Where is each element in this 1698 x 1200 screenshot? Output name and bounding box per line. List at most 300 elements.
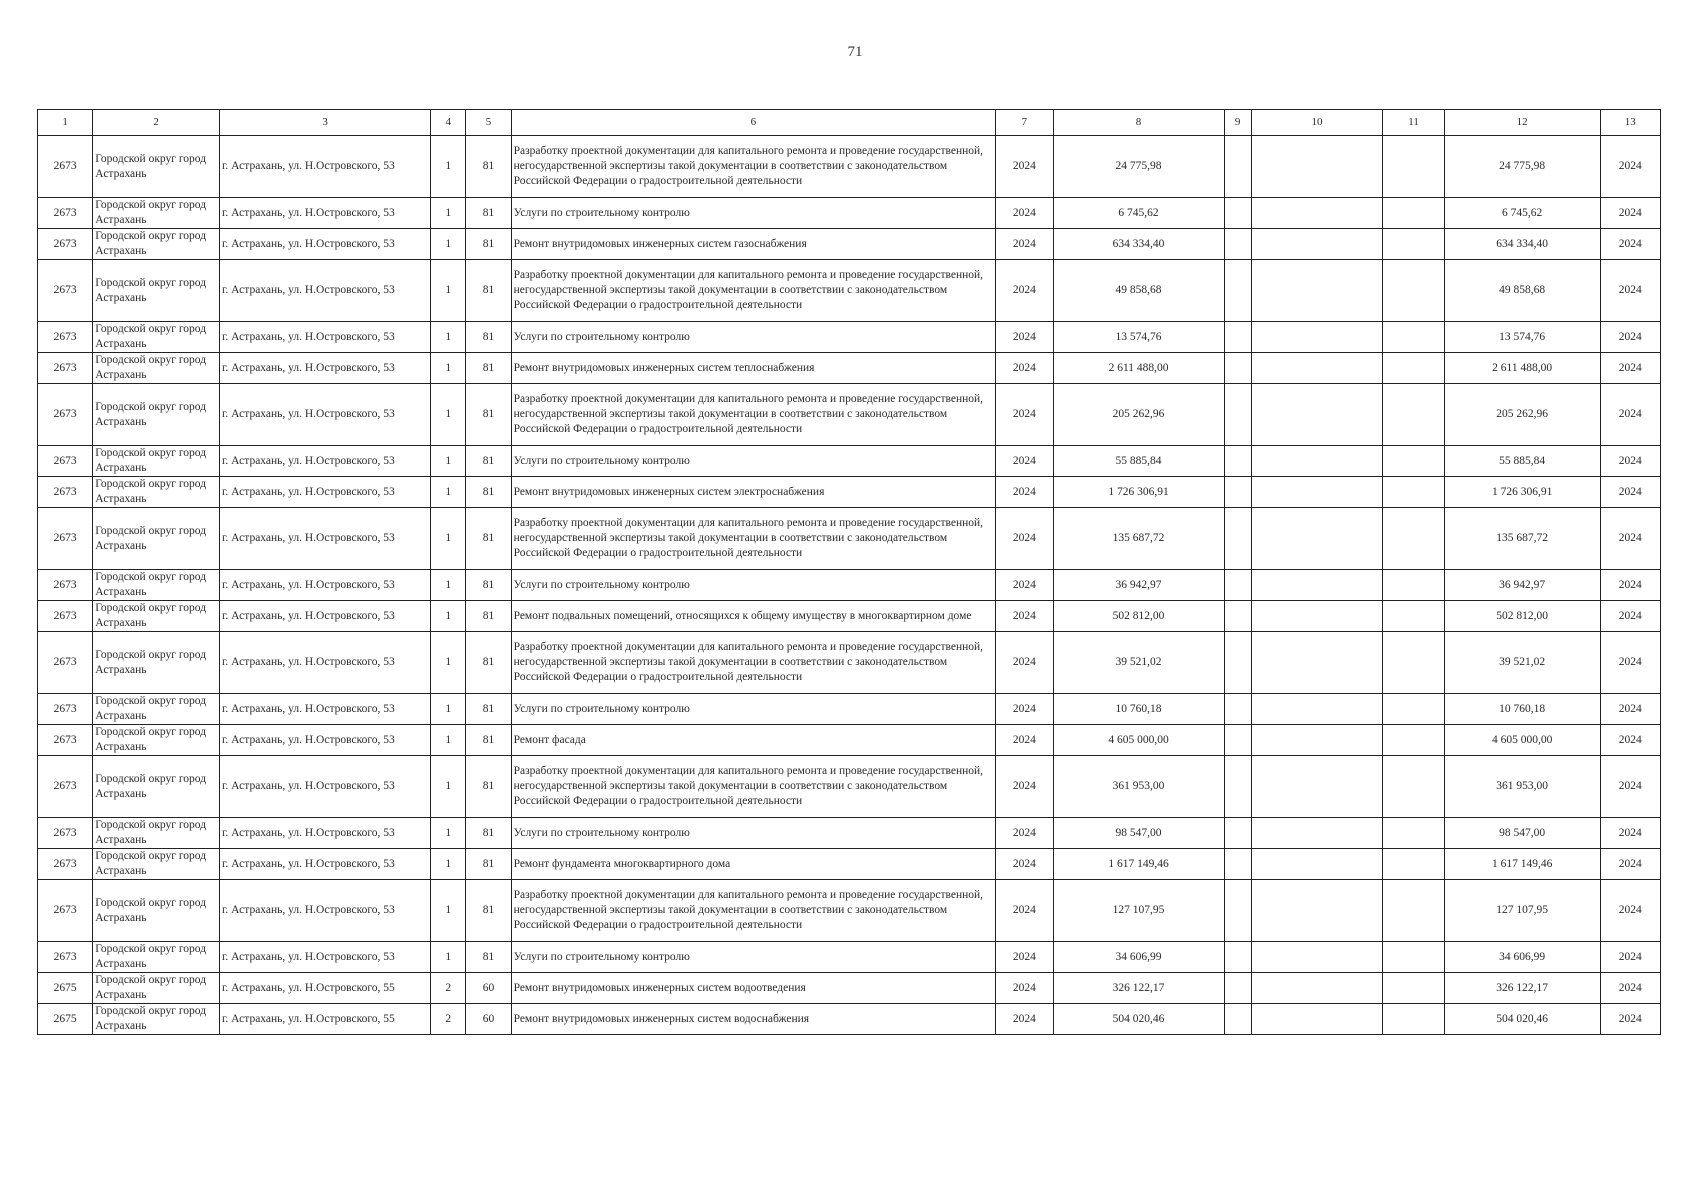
cell-id-text: 2673: [53, 950, 77, 963]
cell-col5: [466, 446, 511, 477]
cell-address: [219, 322, 430, 353]
cell-col13: [1600, 229, 1660, 260]
table-row: [38, 384, 1661, 446]
cell-col13-text: 2024: [1618, 733, 1642, 746]
cell-cost-text: 39 521,02: [1115, 656, 1162, 668]
cell-address-text: г. Астрахань, ул. Н.Островского, 53: [221, 656, 395, 668]
cell-work-type: [511, 1004, 996, 1035]
cell-col12: [1444, 601, 1600, 632]
cell-col10: [1251, 632, 1383, 694]
cell-id: [38, 694, 93, 725]
cell-municipality: [93, 1004, 220, 1035]
cell-year: [996, 477, 1053, 508]
cell-address: [219, 849, 430, 880]
cell-work-type-text: Разработку проектной документации для капитального ремонта и проведение государственной, негосударственной экспертизы такой документации в соответствии с законодательством Российской Федерации о градостроительной деятельности: [513, 145, 984, 187]
cell-col9: [1224, 818, 1251, 849]
cell-work-type: [511, 756, 996, 818]
cell-col4-text: 1: [445, 904, 452, 916]
cell-col5-text: 81: [482, 857, 495, 870]
cell-col13-text: 2024: [1618, 284, 1642, 296]
cell-year: [996, 322, 1053, 353]
cell-col10: [1251, 942, 1383, 973]
cell-col13-text: 2024: [1618, 361, 1642, 374]
cell-col5-text: 81: [482, 904, 495, 916]
cell-col4-text: 1: [445, 950, 452, 963]
cell-work-type-text: Ремонт фасада: [513, 733, 586, 746]
cell-cost-text: 98 547,00: [1115, 826, 1162, 839]
cell-id-text: 2673: [53, 330, 77, 343]
cell-address: [219, 353, 430, 384]
cell-col10: [1251, 849, 1383, 880]
cell-cost-text: 1 617 149,46: [1108, 857, 1169, 870]
cell-col13-text: 2024: [1618, 857, 1642, 870]
table-row: [38, 508, 1661, 570]
cell-id: [38, 229, 93, 260]
cell-col9: [1224, 756, 1251, 818]
cell-col5-text: 81: [482, 702, 495, 715]
cell-work-type: [511, 136, 996, 198]
cell-id-text: 2673: [53, 361, 77, 374]
cell-municipality-text: Городской округ город Астрахань: [95, 772, 207, 800]
cell-cost: [1053, 260, 1224, 322]
table-body: [38, 136, 1661, 1035]
col-header-5: 5: [466, 110, 511, 136]
cell-col12-text: 34 606,99: [1499, 950, 1546, 963]
cell-municipality: [93, 725, 220, 756]
cell-col4: [431, 880, 466, 942]
cell-year: [996, 973, 1053, 1004]
cell-col5-text: 81: [482, 361, 495, 374]
col-header-7: 7: [996, 110, 1053, 136]
table-row: [38, 756, 1661, 818]
cell-col5: [466, 384, 511, 446]
cell-col9: [1224, 198, 1251, 229]
cell-address-text: г. Астрахань, ул. Н.Островского, 53: [221, 284, 395, 296]
cell-year-text: 2024: [1012, 160, 1036, 172]
cell-col5-text: 81: [482, 160, 495, 172]
cell-cost: [1053, 880, 1224, 942]
cell-year-text: 2024: [1012, 780, 1036, 792]
cell-col10: [1251, 353, 1383, 384]
cell-col13-text: 2024: [1618, 237, 1642, 250]
cell-work-type: [511, 198, 996, 229]
cell-cost-text: 10 760,18: [1115, 702, 1162, 715]
cell-year-text: 2024: [1012, 485, 1036, 498]
cell-id: [38, 1004, 93, 1035]
cell-col11: [1383, 229, 1444, 260]
cell-col4-text: 1: [445, 206, 452, 219]
cell-col11: [1383, 818, 1444, 849]
col-header-2: 2: [93, 110, 220, 136]
cell-address: [219, 725, 430, 756]
cell-municipality-text: Городской округ город Астрахань: [95, 524, 207, 552]
cell-id-text: 2673: [53, 609, 77, 622]
cell-col12: [1444, 322, 1600, 353]
cell-id-text: 2673: [53, 532, 77, 544]
cell-year-text: 2024: [1012, 656, 1036, 668]
cell-col4: [431, 818, 466, 849]
cell-year: [996, 818, 1053, 849]
col-header-8: 8: [1053, 110, 1224, 136]
table-row: [38, 973, 1661, 1004]
cell-col10: [1251, 725, 1383, 756]
cell-col12-text: 4 605 000,00: [1491, 733, 1553, 746]
cell-year-text: 2024: [1012, 702, 1036, 715]
cell-id-text: 2673: [53, 826, 77, 839]
cell-col5-text: 81: [482, 578, 495, 591]
cell-col12-text: 13 574,76: [1499, 330, 1546, 343]
cell-address: [219, 384, 430, 446]
cell-address-text: г. Астрахань, ул. Н.Островского, 53: [221, 733, 395, 746]
cell-cost: [1053, 632, 1224, 694]
cell-cost-text: 6 745,62: [1118, 206, 1159, 219]
cell-col5: [466, 942, 511, 973]
cell-col9: [1224, 570, 1251, 601]
cell-work-type: [511, 725, 996, 756]
cell-col10: [1251, 756, 1383, 818]
cell-col11: [1383, 384, 1444, 446]
cell-cost: [1053, 725, 1224, 756]
cell-col9: [1224, 601, 1251, 632]
cell-col13: [1600, 942, 1660, 973]
cell-col5: [466, 725, 511, 756]
cell-col13: [1600, 632, 1660, 694]
cell-col4-text: 1: [445, 702, 452, 715]
cell-id-text: 2675: [53, 981, 77, 994]
cell-work-type-text: Ремонт внутридомовых инженерных систем водоснабжения: [513, 1012, 810, 1025]
cell-id: [38, 942, 93, 973]
cell-col13: [1600, 880, 1660, 942]
cell-col12-text: 55 885,84: [1499, 454, 1546, 467]
cell-col12-text: 1 617 149,46: [1491, 857, 1553, 870]
table-row: [38, 942, 1661, 973]
cell-col5: [466, 508, 511, 570]
cell-col4-text: 1: [445, 656, 452, 668]
cell-municipality: [93, 849, 220, 880]
cell-id: [38, 632, 93, 694]
table-row: [38, 849, 1661, 880]
cell-work-type-text: Услуги по строительному контролю: [513, 950, 690, 963]
cell-col9: [1224, 229, 1251, 260]
cell-col5: [466, 570, 511, 601]
cell-cost: [1053, 818, 1224, 849]
cell-address-text: г. Астрахань, ул. Н.Островского, 53: [221, 361, 395, 374]
cell-address-text: г. Астрахань, ул. Н.Островского, 53: [221, 485, 395, 498]
cell-address-text: г. Астрахань, ул. Н.Островского, 53: [221, 160, 395, 172]
cell-col5-text: 81: [482, 609, 495, 622]
cell-col13: [1600, 508, 1660, 570]
cell-col5-text: 81: [482, 780, 495, 792]
cell-address-text: г. Астрахань, ул. Н.Островского, 53: [221, 826, 395, 839]
cell-col4: [431, 601, 466, 632]
cell-municipality-text: Городской округ город Астрахань: [95, 726, 207, 753]
cell-work-type: [511, 601, 996, 632]
cell-year-text: 2024: [1012, 532, 1036, 544]
cell-col9: [1224, 322, 1251, 353]
cell-col13-text: 2024: [1618, 408, 1642, 420]
cell-col11: [1383, 694, 1444, 725]
cell-col4: [431, 260, 466, 322]
cell-work-type: [511, 973, 996, 1004]
cell-col12-text: 502 812,00: [1496, 609, 1548, 622]
cell-col13: [1600, 353, 1660, 384]
cell-year: [996, 570, 1053, 601]
cell-col9: [1224, 632, 1251, 694]
cell-work-type-text: Ремонт подвальных помещений, относящихся к общему имуществу в многоквартирном доме: [513, 609, 972, 622]
cell-col9: [1224, 880, 1251, 942]
cell-col12: [1444, 849, 1600, 880]
cell-col11: [1383, 725, 1444, 756]
cell-col4-text: 1: [445, 826, 452, 839]
cell-cost: [1053, 477, 1224, 508]
cell-col11: [1383, 1004, 1444, 1035]
cell-work-type: [511, 260, 996, 322]
col-header-3: 3: [219, 110, 430, 136]
cell-work-type-text: Разработку проектной документации для капитального ремонта и проведение государственной, негосударственной экспертизы такой документации в соответствии с законодательством Российской Федерации о градостроительной деятельности: [513, 765, 984, 807]
cell-id: [38, 136, 93, 198]
cell-col5: [466, 601, 511, 632]
cell-work-type: [511, 694, 996, 725]
cell-address: [219, 229, 430, 260]
cell-work-type-text: Ремонт внутридомовых инженерных систем теплоснабжения: [513, 361, 815, 374]
cell-address-text: г. Астрахань, ул. Н.Островского, 53: [221, 780, 395, 792]
cell-col4-text: 1: [445, 532, 452, 544]
cell-year: [996, 942, 1053, 973]
cell-year: [996, 849, 1053, 880]
cell-year-text: 2024: [1012, 733, 1036, 746]
cell-municipality: [93, 508, 220, 570]
cell-municipality-text: Городской округ город Астрахань: [95, 943, 207, 970]
cell-col10: [1251, 477, 1383, 508]
cell-col9: [1224, 694, 1251, 725]
cell-col13: [1600, 849, 1660, 880]
cell-col12-text: 36 942,97: [1499, 578, 1546, 591]
cell-col12: [1444, 229, 1600, 260]
cell-col11: [1383, 353, 1444, 384]
capital-repair-table: [37, 109, 1661, 1035]
table-row: [38, 446, 1661, 477]
cell-col12: [1444, 880, 1600, 942]
cell-col13-text: 2024: [1618, 826, 1642, 839]
cell-col5-text: 81: [482, 206, 495, 219]
cell-col13: [1600, 694, 1660, 725]
cell-municipality: [93, 353, 220, 384]
cell-col12: [1444, 136, 1600, 198]
cell-col4-text: 1: [445, 408, 452, 420]
cell-col11: [1383, 322, 1444, 353]
table-row: [38, 477, 1661, 508]
cell-year-text: 2024: [1012, 578, 1036, 591]
cell-address: [219, 942, 430, 973]
cell-municipality: [93, 446, 220, 477]
cell-cost: [1053, 601, 1224, 632]
cell-year-text: 2024: [1012, 981, 1036, 994]
cell-municipality-text: Городской округ город Астрахань: [95, 695, 207, 722]
cell-address-text: г. Астрахань, ул. Н.Островского, 53: [221, 857, 395, 870]
cell-year-text: 2024: [1012, 454, 1036, 467]
cell-col12-text: 326 122,17: [1496, 981, 1548, 994]
cell-cost: [1053, 136, 1224, 198]
cell-cost-text: 1 726 306,91: [1108, 485, 1169, 498]
cell-year: [996, 694, 1053, 725]
cell-municipality: [93, 322, 220, 353]
cell-col10: [1251, 880, 1383, 942]
col-header-1: 1: [38, 110, 93, 136]
cell-col5-text: 81: [482, 826, 495, 839]
cell-address: [219, 260, 430, 322]
table-row: [38, 229, 1661, 260]
cell-address: [219, 570, 430, 601]
cell-col4: [431, 756, 466, 818]
cell-year: [996, 384, 1053, 446]
cell-work-type-text: Услуги по строительному контролю: [513, 578, 690, 591]
col-header-6: 6: [511, 110, 996, 136]
cell-col5: [466, 849, 511, 880]
cell-col9: [1224, 446, 1251, 477]
cell-work-type-text: Ремонт внутридомовых инженерных систем водоотведения: [513, 981, 806, 994]
table-row: [38, 322, 1661, 353]
cell-municipality-text: Городской округ город Астрахань: [95, 571, 207, 598]
cell-address: [219, 477, 430, 508]
cell-col10: [1251, 136, 1383, 198]
table-row: [38, 198, 1661, 229]
cell-col10: [1251, 818, 1383, 849]
cell-col12: [1444, 632, 1600, 694]
cell-work-type: [511, 229, 996, 260]
cell-col10: [1251, 570, 1383, 601]
cell-col10: [1251, 384, 1383, 446]
cell-cost-text: 36 942,97: [1115, 578, 1162, 591]
cell-cost-text: 634 334,40: [1112, 237, 1165, 250]
cell-id-text: 2673: [53, 284, 77, 296]
cell-col10: [1251, 322, 1383, 353]
cell-col12: [1444, 446, 1600, 477]
cell-municipality: [93, 136, 220, 198]
cell-address: [219, 601, 430, 632]
cell-col12-text: 127 107,95: [1496, 904, 1548, 916]
cell-col4: [431, 198, 466, 229]
cell-municipality: [93, 880, 220, 942]
cell-municipality: [93, 942, 220, 973]
cell-col11: [1383, 632, 1444, 694]
cell-id: [38, 446, 93, 477]
cell-cost: [1053, 353, 1224, 384]
cell-address: [219, 1004, 430, 1035]
cell-col4-text: 1: [445, 857, 452, 870]
cell-col11: [1383, 198, 1444, 229]
cell-municipality-text: Городской округ город Астрахань: [95, 400, 207, 428]
cell-col13: [1600, 477, 1660, 508]
cell-year: [996, 446, 1053, 477]
cell-cost-text: 326 122,17: [1112, 981, 1165, 994]
cell-address-text: г. Астрахань, ул. Н.Островского, 53: [221, 408, 395, 420]
cell-col4-text: 2: [445, 981, 452, 994]
cell-col13: [1600, 570, 1660, 601]
cell-col12: [1444, 725, 1600, 756]
cell-col12: [1444, 508, 1600, 570]
cell-cost: [1053, 756, 1224, 818]
cell-col4: [431, 322, 466, 353]
cell-year: [996, 353, 1053, 384]
cell-col12-text: 504 020,46: [1496, 1012, 1548, 1025]
cell-col11: [1383, 973, 1444, 1004]
cell-col11: [1383, 477, 1444, 508]
cell-year: [996, 1004, 1053, 1035]
cell-municipality: [93, 756, 220, 818]
cell-col12: [1444, 198, 1600, 229]
cell-col5: [466, 632, 511, 694]
table-row: [38, 818, 1661, 849]
cell-municipality-text: Городской округ город Астрахань: [95, 478, 207, 505]
cell-work-type: [511, 849, 996, 880]
cell-year-text: 2024: [1012, 1012, 1036, 1025]
cell-cost-text: 4 605 000,00: [1108, 733, 1169, 746]
cell-col13: [1600, 384, 1660, 446]
cell-municipality-text: Городской округ город Астрахань: [95, 354, 207, 381]
cell-col13-text: 2024: [1618, 532, 1642, 544]
cell-col5-text: 60: [482, 1012, 495, 1025]
table-row: [38, 570, 1661, 601]
cell-address-text: г. Астрахань, ул. Н.Островского, 53: [221, 904, 395, 916]
cell-address-text: г. Астрахань, ул. Н.Островского, 53: [221, 532, 395, 544]
cell-col13-text: 2024: [1618, 454, 1642, 467]
cell-col13-text: 2024: [1618, 1012, 1642, 1025]
cell-work-type-text: Ремонт фундамента многоквартирного дома: [513, 857, 731, 870]
cell-col13-text: 2024: [1618, 206, 1642, 219]
cell-municipality: [93, 601, 220, 632]
cell-cost: [1053, 384, 1224, 446]
cell-cost: [1053, 570, 1224, 601]
cell-year: [996, 601, 1053, 632]
cell-col5-text: 81: [482, 485, 495, 498]
cell-id: [38, 880, 93, 942]
cell-col5: [466, 973, 511, 1004]
cell-year-text: 2024: [1012, 330, 1036, 343]
cell-col11: [1383, 880, 1444, 942]
cell-col9: [1224, 725, 1251, 756]
col-header-10: 10: [1251, 110, 1383, 136]
cell-col12: [1444, 694, 1600, 725]
cell-cost-text: 361 953,00: [1112, 780, 1165, 792]
cell-col11: [1383, 756, 1444, 818]
cell-cost-text: 127 107,95: [1112, 904, 1165, 916]
cell-col5: [466, 477, 511, 508]
cell-cost: [1053, 198, 1224, 229]
cell-id-text: 2673: [53, 206, 77, 219]
cell-col5: [466, 1004, 511, 1035]
cell-address: [219, 508, 430, 570]
cell-col10: [1251, 508, 1383, 570]
cell-col5: [466, 756, 511, 818]
cell-id-text: 2673: [53, 904, 77, 916]
cell-col5-text: 81: [482, 532, 495, 544]
cell-col13: [1600, 198, 1660, 229]
table-row: [38, 1004, 1661, 1035]
cell-col12: [1444, 942, 1600, 973]
cell-col4: [431, 632, 466, 694]
cell-id-text: 2673: [53, 454, 77, 467]
cell-col13: [1600, 725, 1660, 756]
cell-col4: [431, 136, 466, 198]
cell-col13: [1600, 756, 1660, 818]
cell-col10: [1251, 694, 1383, 725]
cell-work-type-text: Разработку проектной документации для капитального ремонта и проведение государственной, негосударственной экспертизы такой документации в соответствии с законодательством Российской Федерации о градостроительной деятельности: [513, 517, 984, 559]
col-header-13: 13: [1600, 110, 1660, 136]
cell-address-text: г. Астрахань, ул. Н.Островского, 53: [221, 206, 395, 219]
cell-col4: [431, 973, 466, 1004]
cell-col12-text: 1 726 306,91: [1491, 485, 1553, 498]
cell-work-type-text: Услуги по строительному контролю: [513, 206, 690, 219]
